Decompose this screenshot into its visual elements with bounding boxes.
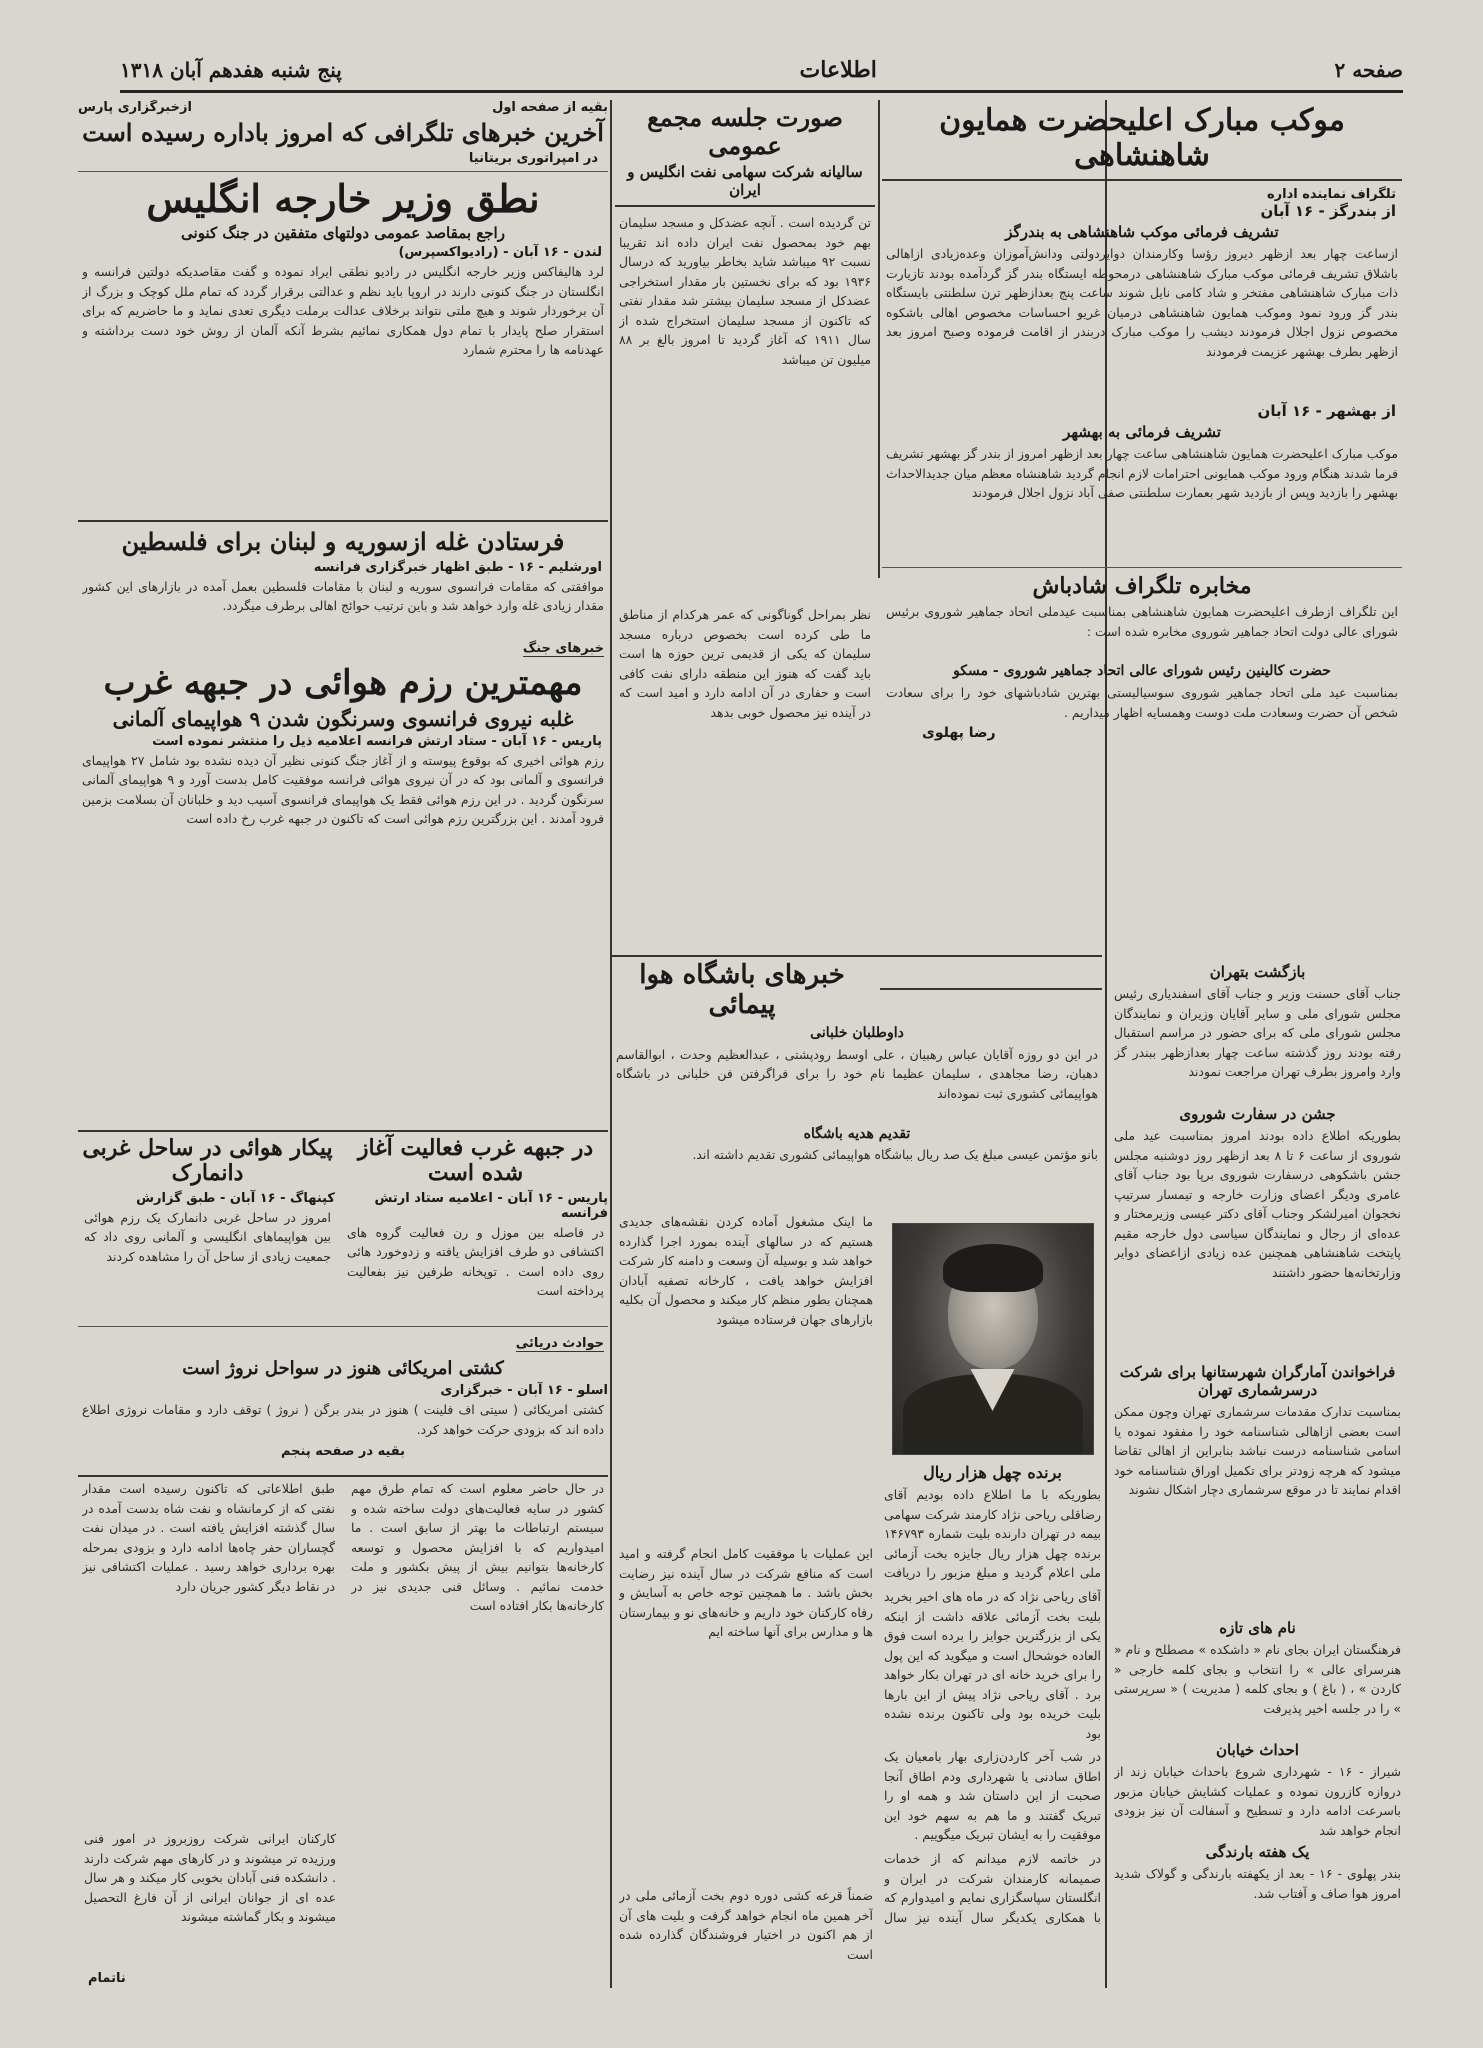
article-body: ما اینک مشغول آماده کردن نقشه‌های جدیدی هستیم که در سالهای آینده بمورد اجرا گذارده خواهد شد و بوسیله آن وسعت و دامنه کار شرکت افزایش خواهد یافت ، کارخانه تصفیه آبادان همچنان بطور منظم کار میکند و محصول آن بکلیه بازارهای جهان فرستاده میشود [619,1214,873,1327]
article-body: در این دو روزه آقایان عباس رهبیان ، علی اوسط رودپشتی ، عبدالعظیم وحدت ، ابوالقاسم دهبان، رضا مجاهدی ، سلیمان عظیما نام خود را برای فراگرفتن فن خلبانی در باشگاه هواپیمائی کشوری ثبت نموده‌اند [616,1046,1098,1101]
dateline: از بندرگز - ۱۶ آبان [1260,202,1396,220]
continued-fifth-page: بقیه در صفحه پنجم [280,1444,406,1460]
right-column-lower [1110,960,1405,1988]
continued-label: بقیه از صفحه اول [492,100,608,115]
portrait-photo [892,1223,1094,1455]
headline-ship: کشتی امریکائی هنوز در سواحل نروژ است [182,1357,504,1379]
headline-coast: پیکار هوائی در ساحل غربی دانمارک [82,1135,333,1187]
issue-date: پنج شنبه هفدهم آبان ۱۳۱۸ [120,58,342,82]
headline-syria: فرستادن غله ازسوریه و لبنان برای فلسطین [121,527,565,557]
subhead: بازگشت بتهران [1209,963,1306,981]
article-body: شیراز - ۱۶ - شهرداری شروع باحداث خیابان زند از دروازه کازرون نموده و عملیات کشایش خیابان مزبور باسرعت ادامه دارد و تسطیح و آسفالت آن نیز بزودی انجام خواهد شد [1114,1764,1401,1838]
coast-article [80,1132,335,1321]
article-body: لرد هالیفاکس وزیر خارجه انگلیس در رادیو نطقی ایراد نموده و گفت مقاصدیکه دولتین فرانسه و انگلستان در جنگ کنونی دارند در اروپا باید نظم و عدالتی برقرار گردد که تمام ملل کوچک و بزرگ از آن برخوردار شوند و هیچ ملتی نتواند برخلاف عدالت برملت دیگری تعدی نماید و ما حاضریم که برای استقرار صلح پایدار با تمام دول همکاری نمائیم بشرط آنکه آلمان از روش خود دست برداشته و عهدنامه ها را محترم شمارد [82,264,604,358]
article-body: بانو مؤتمن عیسی مبلغ یک صد ریال بباشگاه هواپیمائی کشوری تقدیم داشته اند. [692,1147,1098,1163]
headline-latest-telegrams: آخرین خبرهای تلگرافی که امروز باداره رسیده است [82,118,604,147]
article-body: نظر بمراحل گوناگونی که عمر هرکدام از مناطق ما طی کرده است بخصوص درباره مسجد سلیمان که یکی از قدیمی ترین حوزه ها است باید گفت که هنوز این منطقه دارای نفت کافی است و حفاری در آن ادامه دارد و امید است که در آینده نیز محصول خوبی بدهد [619,607,871,720]
divider [78,171,608,172]
to-be-continued: ناتمام [88,1971,126,1986]
dateline: اورشلیم - ۱۶ - طبق اظهار خبرگزاری فرانسه [313,559,602,575]
headline-assembly: صورت جلسه مجمع عمومی [647,103,843,160]
dateline: کپنهاگ - ۱۶ آبان - طبق گزارش [136,1190,335,1206]
article-body: کارکنان ایرانی شرکت روزبروز در امور فنی ورزیده تر میشوند و در کارهای مهم شرکت دارند . دانشکده فنی آبادان بخوبی کار میکند و هر سال عده ای از جوانان ایرانی از آن فارغ التحصیل میشوند و بکار گماشته میشوند [84,1831,336,1924]
dateline: پاریس - ۱۶ آبان - اعلامیه ستاد ارتش فرانسه [374,1190,608,1221]
dateline: از بهشهر - ۱۶ آبان [1257,402,1396,420]
right-column-top [882,100,1402,958]
dateline: لندن - ۱۶ آبان - (رادیواکسپرس) [398,245,602,261]
subhead: فراخواندن آمارگران شهرستانها برای شرکت درسرشماری تهران [1119,1363,1396,1399]
divider [78,1326,608,1327]
article-body: تن گردیده است . آنچه عضدکل و مسجد سلیمان بهم خود بمحصول نفت ایران داده اند تقریبا نسبت ۹۲ میباشد شاید بخاطر بیاورید که درسال ۱۹۳۶ بود که برای نخستین بار مقدار استخراجی عضدکل از مسجد سلیمان بیشتر شد مقدار نفتی که تاکنون از مسجد سلیمان استخراج شده از سال ۱۹۱۱ که آغاز گردید تا امروز بالغ بر ۸۸ میلیون تن میباشد [619,215,871,367]
article-body: ضمناً قرعه کشی دوره دوم بخت آزمائی ملی در آخر همین ماه انجام خواهد گرفت و بلیت های آن از هم اکنون در اختیار فروشندگان گذارده شده است [619,1888,873,1962]
article-body: در شب آخر کاردن‌زاری بهار بامعیان یک اطاق سادنی یا شهرداری ودم اطاق آنجا صحبت از این داستان شد و همه او را تبریک گفتند و ما هم به سهم خود این موفقیت را به ایشان تبریک میگوییم . [884,1749,1101,1843]
subhead: تقدیم هدیه باشگاه [803,1125,911,1142]
divider [615,205,875,207]
subhead-company: سالیانه شرکت سهامی نفت انگلیس و ایران [627,163,863,200]
bottom-left-body [80,1827,340,1986]
article-body: رزم هوائی اخیری که بوقوع پیوسته و از آغاز جنگ کنونی نظیر آن دیده نشده بود شامل ۲۷ هواپیمای فرانسوی و آلمانی بود که در آن نیروی هوائی فرانسه موفقیت کامل بدست آورد و ۹ هواپیمای آلمانی سرنگون گردید . در این رزم هوائی فقط یک هواپیمای فرانسوی آسیب دید و خلبانان آن بسلامت بزمین فرود آمدند . این بزرگترین رزم هوائی است که تاکنون در جبهه غرب رخ داده است [82,752,604,827]
divider [882,567,1402,568]
article-body: بمناسبت عید ملی اتحاد جماهیر شوروی سوسیالیستی بهترین شادباشهای خود را برای سعادت شخص آن حضرت وسعادت ملت دوست وهمسایه اظهار میداریم . [886,685,1398,720]
news-agency: ازخبرگزاری پارس [78,100,192,115]
article-body: بطوریکه اطلاع داده بودند امروز بمناسبت عید ملی شوروی از ساعت ۶ تا ۸ بعد ازظهر روز دوشنبه مجلس جشن باشکوهی درسفارت شوروی برپا بود جناب آقای عامری ودیگر اعضای وزارت خارجه و تیمسار سرتیپ نخجوان امیرلشکر وجناب آقای دکتر عیسی وزیرمختار و عده‌ای از رجال و نمایندگان سیاسی دول خارجه مقیم پایتخت شاهنشاهی همچنین عده زیادی ازاعضای دوایر وزارتخانه‌ها حضور داشتند [1114,1128,1401,1280]
article-body: جناب آقای حسنت وزیر و جناب آقای اسفندیاری رئیس مجلس شورای ملی و سایر آقایان وزیران و نمایندگان مجلس شورای ملی که برای حضور در مراسم استقبال رفته بودند روز گذشته ساعت چهار بعدازظهر ببندر گز وارد وامروز بطرف تهران مراجعت نمودند [1114,986,1401,1079]
subhead: احداث خیابان [1216,1741,1299,1759]
article-body: امروز در ساحل غربی دانمارک یک رزم هوائی بین هواپیماهای انگلیسی و آلمانی روی داد که جمعیت زیادی از ساحل آن را مشاهده کردند [84,1209,331,1264]
subhead: نام های تازه [1219,1619,1296,1637]
section-war-news: خبرهای جنگ [522,640,604,656]
headline-air-battle: مهمترین رزم هوائی در جبهه غرب [103,662,583,703]
divider [880,988,1102,990]
article-body: این عملیات با موفقیت کامل انجام گرفته و امید است که منافع شرکت در سال آینده نیز رضایت بخش باشد . ما همچنین توجه خاص به آسایش و رفاه کارکنان خود داریم و خانه‌های نو و بیمارستان ها و مدارس برای آنها ساخته ایم [619,1546,873,1639]
article-body: موکب مبارک اعلیحضرت همایون شاهنشاهی ساعت چهار بعد ازظهر امروز از بندر گز بهشهر تشریف فرما شدند هنگام ورود موکب همایونی احترامات لازم انجام گردید شاهنشاه معظم میان جدیدالاحداث بهشهر را بازدید وپس از بازدید شهر بعمارت سلطنتی صفی آباد نزول اجلال فرمودند [886,446,1398,500]
section-empire: در امپراتوری بریتانیا [468,150,598,166]
signature: رضا پهلوی [922,725,996,742]
article-body: ازساعت چهار بعد ازظهر دیروز رؤسا وکارمندان دوایردولتی ودانش‌آموزان وعده‌زیادی ازاهالی باشلاق تشریف فرمائی موکب مبارک شاهنشاهی درمحوطه ایستگاه بندر گز گردآمده بودند تازیارت ذات مبارک شاهنشاهی مفتخر و شاد کامی نایل شوند ساعت پنج بعدازظهر ترن سلطنتی بایستگاه بندر گز ورود نمود وموکب همایون شاهنشاهی درمیان غریو احساسات مخصوص اهالی باشکوه مخصوص نزول اجلال فرمودند دیشب را موکب مبارک دربندر از اقامت فرموده وصبح امروز بعد ازظهر بطرف بهشهر عزیمت فرمودند [886,246,1398,359]
subhead-telegram: مخابره تلگراف شادباش [1032,573,1252,599]
divider [882,179,1402,181]
telegraph-line: تلگراف نماینده اداره [1266,187,1396,202]
prize-column [880,1215,1105,1988]
article-body: بمناسبت تدارک مقدمات سرشماری تهران وچون ممکن است بعضی ازاهالی شناسنامه خود را مفقود نموده یا اسامی شناسنامه درست نباشد بنابراین از اهالی تقاضا میشود که هرچه زودتر برای تکمیل اوراق شناسنامه خود اقدام نمایند تا در موقع سرشماری دچار اشکال نشوند [1114,1404,1401,1497]
column-rule [878,100,880,578]
dateline: اسلو - ۱۶ آبان - خبرگزاری [440,1383,608,1399]
page-number: صفحه ۲ [1334,58,1403,82]
subhead: تشریف فرمائی موکب شاهنشاهی به بندرگز [1005,223,1279,241]
middle-column-lower [615,1210,877,1988]
headline-royal-motorcade: موکب مبارک اعلیحضرت همایون شاهنشاهی [939,103,1345,173]
headline-speech: نطق وزیر خارجه انگلیس [146,175,540,221]
article-body: فرهنگستان ایران بجای نام « داشکده » مصطلح و نام « هنرسرای عالی » را انتخاب و بجای کلمه خارجی « کاردن » ، ( باغ ) و بجای کلمه ( مدیریت ) « سرپرستی » را در جلسه اخیر پذیرفت [1114,1642,1401,1716]
article-body: در حال حاضر معلوم است که تمام طرق مهم کشور در سایه فعالیت‌های دولت ساخته شده و سیستم ارتباطات ما بهتر از سابق است . ما امیدواریم که با افزایش محصول و توسعه کارخانه‌ها بتوانیم بیش از پیش بکشور و ملت خدمت نمائیم . وسائل فنی جدیدی نیز در کارخانه‌ها بکار افتاده است [351,1481,604,1613]
article-body: کشتی امریکائی ( سیتی اف فلینت ) هنوز در بندر برگن ( نروژ ) توقف دارد و مقامات نروژی اطلاع داده اند که بزودی حرکت خواهد کرد. [82,1402,604,1437]
prize-headline: برنده چهل هزار ریال [923,1463,1062,1482]
middle-column [615,100,875,968]
left-column-lower [78,1130,608,1472]
subhead: جشن در سفارت شوروی [1179,1105,1336,1123]
article-body: این تلگراف ازطرف اعلیحضرت همایون شاهنشاهی بمناسبت عیدملی اتحاد جماهیر شوروی برئیس شورای عالی دولت اتحاد جماهیر شوروی مخابره شده است : [886,604,1398,639]
article-body: بطوریکه با ما اطلاع داده بودیم آقای رضاقلی ریاحی نژاد کارمند شرکت سهامی بیمه در تهران دارنده بلیت شماره ۱۴۶۷۹۳ برنده چهل هزار ریال جایزه بخت آزمائی ملی اعلام گردید و مبلغ مزبور را دریافت [884,1487,1101,1581]
article-body: موافقتی که مقامات فرانسوی سوریه و لبنان با مقامات فلسطین بعمل آمده در بازارهای این کشور مقدار زیادی غله وارد خواهد شد و باین ترتیب حوائج اهالی برطرف میگردد. [82,578,604,614]
article-body: در خاتمه لازم میدانم که از خدمات صمیمانه کارمندان شرکت در ایران و انگلستان سپاسگزاری نمایم و امیدوارم که با همکاری یکدیگر سال آینده نیز سال [884,1851,1101,1925]
masthead [120,50,1403,93]
telegram-addressee: حضرت کالینین رئیس شورای عالی اتحاد جماهیر شوروی - مسکو [953,663,1331,680]
subhead: تشریف فرمائی به بهشهر [1063,423,1221,441]
section-sea-events: حوادث دریائی [515,1335,604,1351]
subhead-air-battle: غلبه نیروی فرانسوی وسرنگون شدن ۹ هواپیمای آلمانی [112,706,574,731]
activity-article [343,1132,608,1321]
headline-activity: در جبهه غرب فعالیت آغاز شده است [357,1135,594,1187]
article-body: طبق اطلاعاتی که تاکنون رسیده است مقدار نفتی که از کرمانشاه و نفت شاه بدست آمده در سال گذشته افزایش یافته است . در میدان نفت گچساران حفر چاه‌ها ادامه دارد و بزودی بمرحله بهره برداری خواهد رسید . عملیات اکتشافی نیز در نقاط دیگر کشور جریان دارد [82,1481,335,1594]
subhead: داوطلبان خلبانی [810,1024,904,1041]
article-body: در فاصله بین موزل و رن فعالیت گروه های اکتشافی دو طرف افزایش یافته و زدوخورد هائی روی داده است . توپخانه طرفین نیز بفعالیت پرداخته است [347,1224,604,1299]
article-body: آقای ریاحی نژاد که در ماه های اخیر بخرید بلیت بخت آزمائی علاقه داشت از اینکه یکی از بزرگترین جوایز را برده است فوق العاده خوشحال است و میگوید که این پول را برای خرید خانه ای در تهران بکار خواهد برد . آقای ریاحی نژاد پیش از این بارها بلیت خریده بود ولی تاکنون برنده نشده بود [884,1589,1101,1741]
dateline: پاریس - ۱۶ آبان - ستاد ارتش فرانسه اعلامیه ذیل را منتشر نموده است [152,733,602,749]
subhead: یک هفته بارندگی [1205,1843,1310,1861]
article-body: بندر پهلوی - ۱۶ - بعد از یکهفته بارندگی و گولاک شدید امروز هوا صاف و آفتاب شد. [1114,1866,1401,1901]
headline-club: خبرهای باشگاه هوا پیمائی [639,960,845,1020]
subhead-speech: راجع بمقاصد عمومی دولتهای متفقین در جنگ کنونی [181,224,505,243]
newspaper-name: اطلاعات [799,57,877,83]
divider [78,520,608,522]
club-news [612,955,1102,1207]
